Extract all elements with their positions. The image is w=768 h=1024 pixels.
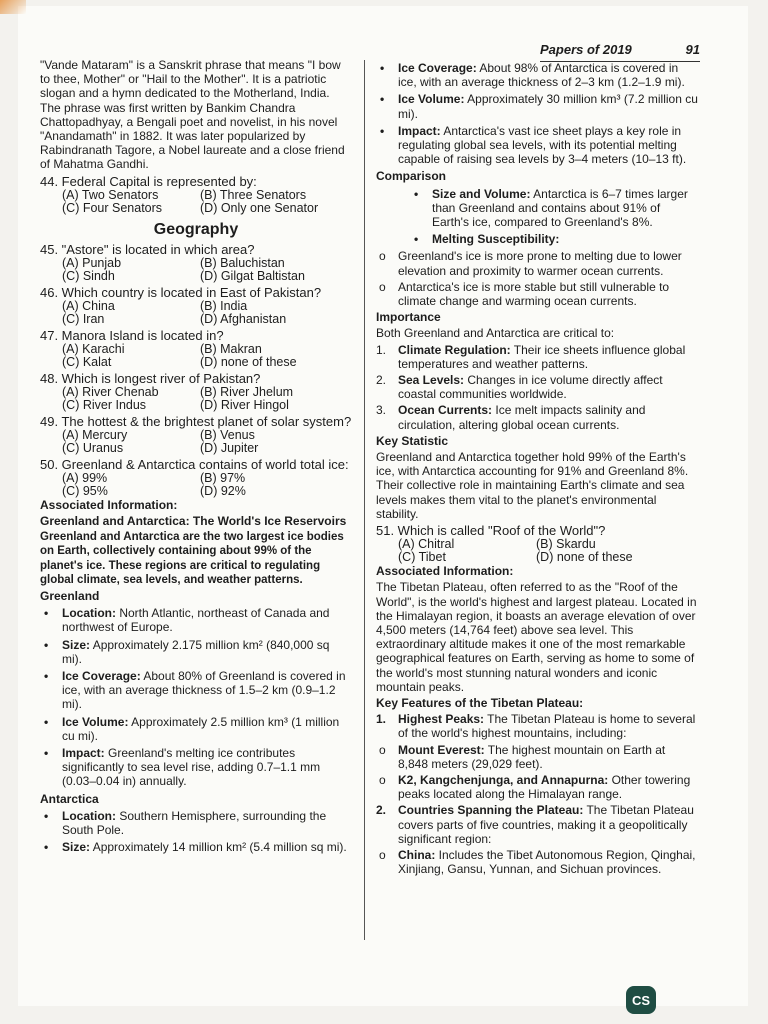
question-51 <box>376 524 698 564</box>
question-text: 48. Which is longest river of Pakistan? <box>40 370 261 386</box>
question-44 <box>40 175 352 215</box>
question-46 <box>40 286 352 326</box>
item-text: About 80% of Greenland is covered in ice, with an average thickness of 1.5–2 km (0.9–1.2 mi). <box>62 669 346 712</box>
option-b: (B) Three Senators <box>200 187 307 202</box>
item-label: Countries Spanning the Plateau: <box>398 803 584 818</box>
item-label: Highest Peaks: <box>398 712 485 727</box>
item-text: Changes in ice volume directly affect coastal communities worldwide. <box>398 373 663 402</box>
peak-item <box>376 743 698 771</box>
item-number: 2. <box>376 803 387 818</box>
peak-item <box>376 773 698 801</box>
item-label: Ice Volume: <box>62 714 129 729</box>
greenland-item <box>40 746 352 789</box>
melting-heading: • Melting Susceptibility: <box>376 232 698 246</box>
question-text: 46. Which country is located in East of Pakistan? <box>40 284 322 300</box>
question-49 <box>40 415 352 455</box>
option-b: (B) 97% <box>200 470 246 485</box>
options <box>40 189 352 215</box>
options <box>40 472 352 498</box>
section-body: Greenland and Antarctica are the two largest ice bodies on Earth, collectively containing about 99% of the planet's ice. These regions are critical to regulating global climate, sea levels, and weather patterns. <box>40 531 344 586</box>
antarctica-item <box>376 124 698 167</box>
option-b: (B) Baluchistan <box>200 255 285 270</box>
column-divider <box>364 60 365 940</box>
option-d: (D) Gilgat Baltistan <box>200 268 305 283</box>
item-label: Impact: <box>62 746 105 761</box>
option-a: (A) River Chenab <box>62 384 159 399</box>
feature-item <box>376 712 698 740</box>
item-text: Ice melt impacts salinity and circulation, altering global ocean currents. <box>398 403 646 432</box>
item-label: Ice Coverage: <box>62 669 141 684</box>
item-text: Greenland's melting ice contributes significantly to sea level rise, adding 0.7–1.1 mm (0.03–0.04 in) annually. <box>62 746 321 789</box>
antarctica-item <box>376 61 698 89</box>
key-statistic-body: Greenland and Antarctica together hold 99% of the Earth's ice, with Antarctica accounting for 91% and Greenland 8%. Their collective role in maintaining Earth's climate and sea levels makes them vital to the planet's environmental stability. <box>376 450 689 521</box>
comparison-heading: Comparison <box>376 169 447 184</box>
option-b: (B) India <box>200 298 248 313</box>
option-a: (A) Mercury <box>62 427 128 442</box>
options <box>40 257 352 283</box>
item-label: Size: <box>62 637 91 652</box>
melting-item: o Greenland's ice is more prone to melting due to lower elevation and proximity to warmer ocean currents. <box>376 249 698 277</box>
option-a: (A) Two Senators <box>62 187 159 202</box>
item-label: Ice Coverage: <box>398 61 477 75</box>
option-c: (C) Uranus <box>62 440 124 455</box>
item-text: Approximately 2.5 million km³ (1 million cu mi). <box>62 714 340 743</box>
greenland-item <box>40 715 352 743</box>
intro-paragraph: "Vande Mataram" is a Sanskrit phrase that means "I bow to thee, Mother" or "Hail to the Mother". It is a patriotic slogan and a hymn dedicated to the Motherland, India. The phrase was first written by Bankim Chandra Chattopadhyay, a Bengali poet and novelist, in his novel "Anandamath" in 1882. It was later popularized by Rabindranath Tagore, a Nobel laureate and a close friend of Mahatma Gandhi. <box>40 58 345 172</box>
item-text: North Atlantic, northeast of Canada and northwest of Europe. <box>62 606 330 635</box>
question-text: 44. Federal Capital is represented by: <box>40 173 257 189</box>
question-50 <box>40 458 352 498</box>
option-a: (A) Karachi <box>62 341 125 356</box>
item-label: Sea Levels: <box>398 373 465 388</box>
item-label: Ocean Currents: <box>398 403 493 418</box>
page-number: 91 <box>685 42 700 57</box>
item-text: Approximately 14 million km² (5.4 million sq mi). <box>90 840 347 855</box>
item-text: The highest mountain on Earth at 8,848 meters (29,029 feet). <box>398 742 666 771</box>
item-label: China: <box>398 847 436 862</box>
importance-intro: Both Greenland and Antarctica are critical to: <box>376 326 615 341</box>
option-c: (C) River Indus <box>62 397 147 412</box>
left-column <box>40 58 352 858</box>
antarctica-heading: Antarctica <box>40 791 99 806</box>
importance-heading: Importance <box>376 310 441 325</box>
item-text: Includes the Tibet Autonomous Region, Qinghai, Xinjiang, Gansu, Yunnan, and Sichuan provinces. <box>398 847 696 877</box>
option-a: (A) Punjab <box>62 255 122 270</box>
option-d: (D) none of these <box>200 354 297 369</box>
option-b: (B) Makran <box>200 341 262 356</box>
question-text: 51. Which is called "Roof of the World"? <box>376 523 606 539</box>
options <box>40 343 352 369</box>
camscanner-logo-icon: CS <box>626 986 656 1014</box>
item-label: Ice Volume: <box>398 92 465 107</box>
question-47 <box>40 329 352 369</box>
tibet-paragraph: The Tibetan Plateau, often referred to as the "Roof of the World", is the world's highest and largest plateau. Located in the Himalayan region, it boasts an average elevation of over 4,500 meters (14,764 feet) above sea level. This extraordinary altitude makes it one of the most remarkable geographical features on Earth, serving as home to some of the world's most stunning natural wonders and iconic mountain peaks. <box>376 580 697 694</box>
header-title: Papers of 2019 <box>540 42 632 57</box>
option-d: (D) none of these <box>536 550 633 565</box>
option-d: (D) River Hingol <box>200 397 289 412</box>
item-text: Their ice sheets influence global temperatures and weather patterns. <box>398 342 686 371</box>
option-b: (B) River Jhelum <box>200 384 294 399</box>
key-features-heading: Key Features of the Tibetan Plateau: <box>376 695 584 710</box>
item-text: The Tibetan Plateau is home to several of the world's highest mountains, including: <box>398 712 696 741</box>
importance-item <box>376 343 698 371</box>
option-a: (A) 99% <box>62 470 108 485</box>
question-45 <box>40 243 352 283</box>
item-text: Approximately 30 million km³ (7.2 million cu mi). <box>398 92 698 121</box>
subject-heading: Geography <box>153 220 239 238</box>
item-text: Approximately 2.175 million km² (840,000 sq mi). <box>62 637 330 666</box>
item-number: 1. <box>376 342 387 357</box>
country-item <box>376 848 698 876</box>
option-c: (C) Kalat <box>62 354 112 369</box>
option-d: (D) Afghanistan <box>200 311 287 326</box>
item-label: Size and Volume: <box>432 186 531 201</box>
option-c: (C) Iran <box>62 311 105 326</box>
greenland-item <box>40 669 352 712</box>
item-label: Climate Regulation: <box>398 342 511 357</box>
options <box>40 386 352 412</box>
question-48 <box>40 372 352 412</box>
associated-info-heading: Associated Information: <box>40 497 178 512</box>
right-column <box>376 58 698 878</box>
melting-item: o Antarctica's ice is more stable but still vulnerable to climate change and warming ocean currents. <box>376 280 698 308</box>
options <box>40 429 352 455</box>
greenland-heading: Greenland <box>40 589 100 604</box>
option-c: (C) 95% <box>62 483 108 498</box>
option-d: (D) Jupiter <box>200 440 259 455</box>
importance-item <box>376 373 698 401</box>
item-text: Southern Hemisphere, surrounding the South Pole. <box>62 808 327 838</box>
option-c: (C) Four Senators <box>62 200 163 215</box>
item-text: Antarctica's vast ice sheet plays a key role in regulating global sea levels, with its potential melting capable of raising sea levels by 3–4 meters (10–13 ft). <box>398 123 687 167</box>
greenland-item <box>40 638 352 666</box>
question-text: 49. The hottest & the brightest planet of solar system? <box>40 413 352 429</box>
item-text: About 98% of Antarctica is covered in ice, with an average thickness of 2–3 km (1.2–1.9 mi). <box>398 61 685 90</box>
section-title: Greenland and Antarctica: The World's Ice Reservoirs <box>40 514 347 529</box>
option-b: (B) Skardu <box>536 537 596 552</box>
key-statistic-heading: Key Statistic <box>376 433 449 448</box>
option-a: (A) China <box>62 298 115 313</box>
options <box>40 300 352 326</box>
item-text: Antarctica is 6–7 times larger than Greenland and contains about 91% of Earth's ice, compared to Greenland's 8%. <box>432 186 688 230</box>
antarctica-item <box>376 92 698 120</box>
item-label: Size: <box>62 840 91 855</box>
item-number: 1. <box>376 712 387 727</box>
item-label: K2, Kangchenjunga, and Annapurna: <box>398 772 609 787</box>
option-c: (C) Tibet <box>398 550 446 565</box>
antarctica-item <box>40 840 352 854</box>
item-number: 2. <box>376 373 387 388</box>
option-b: (B) Venus <box>200 427 255 442</box>
antarctica-item <box>40 809 352 837</box>
question-text: 45. "Astore" is located in which area? <box>40 241 255 257</box>
item-text: Other towering peaks located along the Himalayan range. <box>398 772 691 802</box>
item-text: The Tibetan Plateau covers parts of five countries, making it a geopolitically significant region: <box>398 803 694 846</box>
item-number: 3. <box>376 403 387 418</box>
page-corner-mark <box>0 0 26 14</box>
importance-item <box>376 403 698 431</box>
item-label: Location: <box>62 606 116 621</box>
feature-item <box>376 803 698 846</box>
greenland-item <box>40 606 352 634</box>
comparison-item <box>376 187 698 230</box>
item-label: Mount Everest: <box>398 742 485 757</box>
options <box>376 538 698 564</box>
item-label: Location: <box>62 808 116 823</box>
option-d: (D) Only one Senator <box>200 200 319 215</box>
option-c: (C) Sindh <box>62 268 115 283</box>
option-d: (D) 92% <box>200 483 246 498</box>
question-text: 50. Greenland & Antarctica contains of world total ice: <box>40 456 349 472</box>
question-text: 47. Manora Island is located in? <box>40 327 224 343</box>
associated-info-heading: Associated Information: <box>376 564 514 579</box>
option-a: (A) Chitral <box>398 537 455 552</box>
item-label: Impact: <box>398 123 441 138</box>
